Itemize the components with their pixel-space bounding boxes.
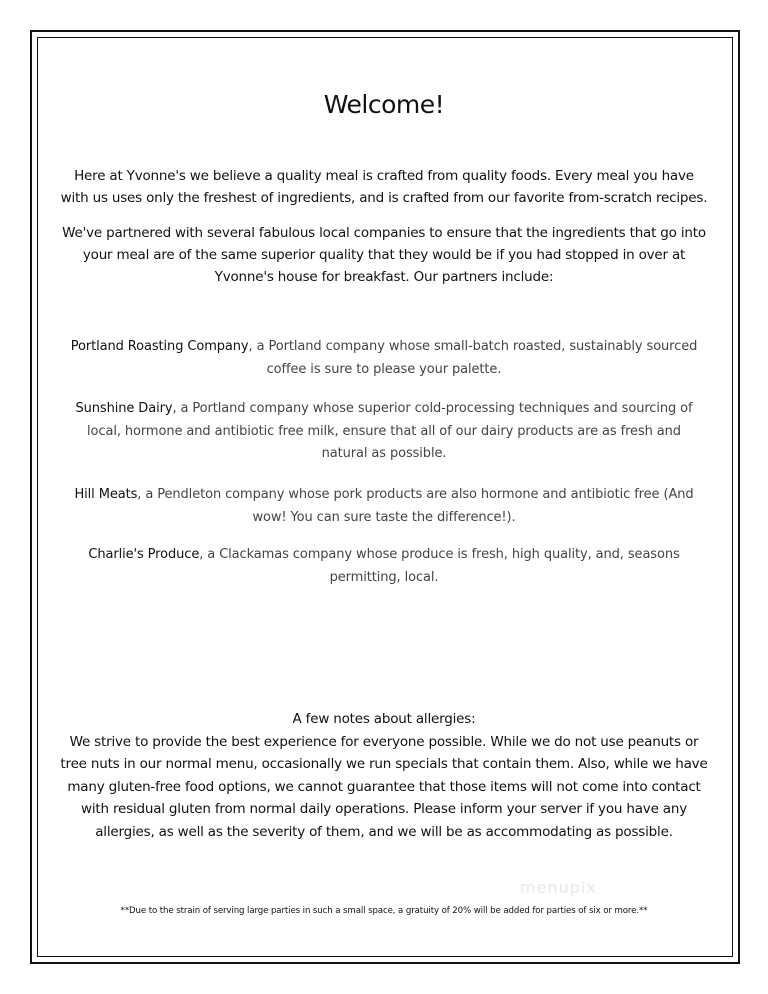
partner-description: , a Portland company whose small-batch roasted, sustainably sourced coffee is sure to please your palette. — [248, 339, 698, 377]
intro-paragraph-1: Here at Yvonne's we believe a quality meal is crafted from quality foods. Every meal you have with us uses only the freshest of ingredients, and is crafted from our favorite from-scratch recipes. — [60, 168, 708, 206]
partner-name: Hill Meats — [74, 487, 138, 502]
watermark: menupix — [520, 878, 597, 897]
partner-name: Charlie's Produce — [88, 547, 200, 562]
allergy-heading: A few notes about allergies: — [292, 711, 476, 727]
partner-entry — [70, 336, 698, 381]
partner-description: , a Portland company whose superior cold-processing techniques and sourcing of local, hormone and antibiotic free milk, ensure that all of our dairy products are as fresh and natural as possible. — [87, 401, 693, 461]
page-title: Welcome! — [323, 90, 445, 119]
partner-description: , a Clackamas company whose produce is fresh, high quality, and, seasons permitting, local. — [199, 547, 680, 585]
partner-entry — [70, 398, 698, 466]
intro-paragraph-2: We've partnered with several fabulous local companies to ensure that the ingredients that go into your meal are of the same superior quality that they would be if you had stopped in over at Yvonne's house for breakfast. Our partners include: — [62, 225, 706, 285]
partner-entry — [70, 544, 698, 589]
partner-description: , a Pendleton company whose pork products are also hormone and antibiotic free (And wow! You can sure taste the difference!). — [137, 487, 694, 525]
partner-name: Portland Roasting Company — [70, 339, 249, 354]
gratuity-footnote: **Due to the strain of serving large parties in such a small space, a gratuity of 20% will be added for parties of six or more.** — [120, 906, 648, 916]
allergy-body: We strive to provide the best experience for everyone possible. While we do not use peanuts or tree nuts in our normal menu, occasionally we run specials that contain them. Also, while we have many gluten-free food options, we cannot guarantee that those items will not come into contact with residual gluten from normal daily operations. Please inform your server if you have any allergies, as well as the severity of them, and we will be as accommodating as possible. — [60, 733, 708, 840]
partner-entry — [70, 484, 698, 529]
partner-name: Sunshine Dairy — [75, 401, 173, 416]
allergy-section — [60, 708, 708, 843]
